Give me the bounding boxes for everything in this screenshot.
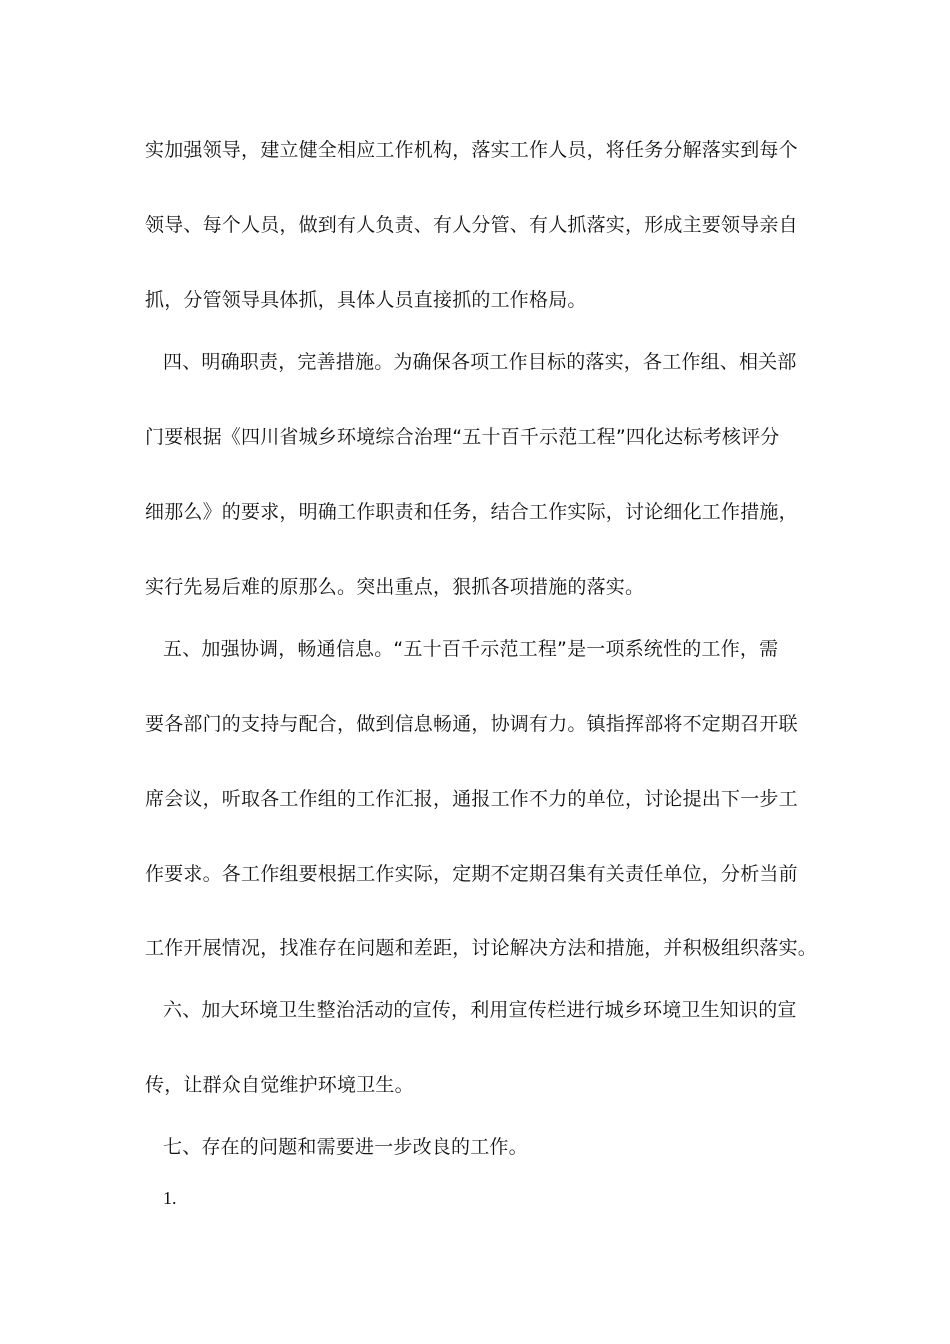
list-number: 1. [163,1188,177,1208]
text-line: 实加强领导，建立健全相应工作机构，落实工作人员，将任务分解落实到每个 [145,139,798,161]
text-line: 传，让群众自觉维护环境卫生。 [145,1074,414,1096]
text-line: 席会议，听取各工作组的工作汇报，通报工作不力的单位，讨论提出下一步工 [145,788,798,810]
text-line: 细那么》的要求，明确工作职责和任务，结合工作实际，讨论细化工作措施， [145,501,798,523]
paragraph-seven-heading-line: 七、存在的问题和需要进一步改良的工作。 [163,1136,528,1158]
text-line: 领导、每个人员，做到有人负责、有人分管、有人抓落实，形成主要领导亲自 [145,214,798,236]
text-line: 要各部门的支持与配合，做到信息畅通，协调有力。镇指挥部将不定期召开联 [145,713,798,735]
paragraph-four-heading-line: 四、明确职责，完善措施。为确保各项工作目标的落实，各工作组、相关部 [163,351,797,373]
text-line: 作要求。各工作组要根据工作实际，定期不定期召集有关责任单位，分析当前 [145,863,798,885]
text-line: 实行先易后难的原那么。突出重点，狠抓各项措施的落实。 [145,576,645,598]
paragraph-five-heading-line: 五、加强协调，畅通信息。“五十百千示范工程”是一项系统性的工作，需 [163,638,779,660]
text-line: 门要根据《四川省城乡环境综合治理“五十百千示范工程”四化达标考核评分 [145,426,780,448]
text-line: 工作开展情况，找准存在问题和差距，讨论解决方法和措施，并积极组织落实。 [145,937,818,959]
paragraph-six-heading-line: 六、加大环境卫生整治活动的宣传，利用宣传栏进行城乡环境卫生知识的宣 [163,999,797,1021]
text-line: 抓，分管领导具体抓，具体人员直接抓的工作格局。 [145,289,587,311]
